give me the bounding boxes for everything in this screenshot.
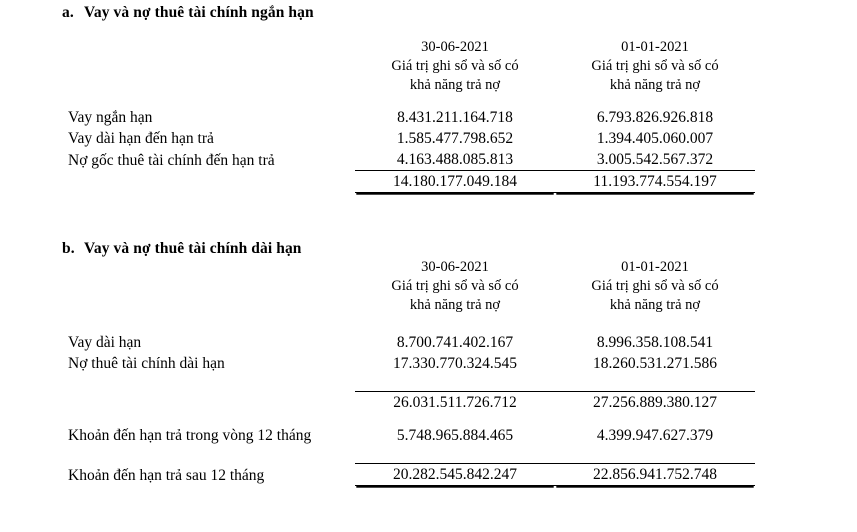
col1-date: 30-06-2021 bbox=[421, 39, 489, 55]
within-12-months-label: Khoản đến hạn trả trong vòng 12 tháng bbox=[68, 427, 312, 444]
row-value-col1: 8.431.211.164.718 bbox=[397, 109, 513, 126]
section-a-title: Vay và nợ thuê tài chính ngắn hạn bbox=[84, 4, 314, 21]
section-b-col2-header bbox=[555, 258, 755, 315]
row-value-col2: 8.996.358.108.541 bbox=[596, 334, 714, 351]
col1-desc-line1: Giá trị ghi sổ và số có bbox=[391, 278, 519, 294]
col2-desc-line2: khả năng trả nợ bbox=[609, 77, 701, 93]
total-value-col2: 11.193.774.554.197 bbox=[555, 171, 755, 193]
section-a-col2-header bbox=[555, 38, 755, 95]
subtotal-value-col1: 26.031.511.726.712 bbox=[355, 392, 555, 414]
row-value-col2: 1.394.405.060.007 bbox=[596, 130, 714, 147]
col2-date: 01-01-2021 bbox=[621, 39, 689, 55]
row-label: Vay dài hạn đến hạn trả bbox=[68, 130, 214, 147]
subtotal-value-col2: 27.256.889.380.127 bbox=[555, 392, 755, 414]
col2-desc-line1: Giá trị ghi sổ và số có bbox=[591, 278, 719, 294]
table-row bbox=[68, 332, 755, 353]
section-b-subtotal-row bbox=[68, 392, 755, 414]
section-b-marker: b. bbox=[62, 240, 75, 257]
section-b-title: Vay và nợ thuê tài chính dài hạn bbox=[84, 240, 302, 257]
row-value-col1: 8.700.741.402.167 bbox=[396, 334, 514, 351]
col2-desc-line2: khả năng trả nợ bbox=[609, 297, 701, 313]
section-a-marker: a. bbox=[62, 4, 74, 21]
after-12-months-value-col2: 22.856.941.752.748 bbox=[555, 464, 755, 486]
row-value-col2: 6.793.826.926.818 bbox=[596, 109, 714, 126]
table-row bbox=[68, 149, 755, 171]
section-a-header-gap bbox=[68, 95, 755, 107]
within-12-months-value-col1: 5.748.965.884.465 bbox=[396, 427, 514, 444]
col2-desc-line1: Giá trị ghi sổ và số có bbox=[591, 58, 719, 74]
header-label-spacer bbox=[68, 38, 355, 95]
section-b-after-12-months-row bbox=[68, 464, 755, 486]
col1-desc-line2: khả năng trả nợ bbox=[409, 297, 501, 313]
row-label: Vay dài hạn bbox=[68, 334, 142, 351]
col1-desc-line1: Giá trị ghi sổ và số có bbox=[391, 58, 519, 74]
section-b-col1-header bbox=[355, 258, 555, 315]
section-a-total-row bbox=[68, 171, 755, 193]
row-value-col2: 3.005.542.567.372 bbox=[596, 151, 714, 168]
section-b-table bbox=[68, 258, 755, 486]
after-12-months-value-col1: 20.282.545.842.247 bbox=[355, 464, 555, 486]
row-label: Nợ gốc thuê tài chính đến hạn trả bbox=[68, 151, 275, 169]
section-b-subtotal-gap bbox=[68, 374, 755, 392]
col1-desc-line2: khả năng trả nợ bbox=[409, 77, 501, 93]
section-a-header-row bbox=[68, 38, 755, 95]
subtotal-label-spacer bbox=[68, 392, 355, 414]
within-12-months-value-col2: 4.399.947.627.379 bbox=[596, 427, 714, 444]
col1-date: 30-06-2021 bbox=[421, 259, 489, 275]
col2-date: 01-01-2021 bbox=[621, 259, 689, 275]
row-label: Nợ thuê tài chính dài hạn bbox=[68, 355, 225, 372]
row-value-col1: 1.585.477.798.652 bbox=[396, 130, 514, 147]
table-row bbox=[68, 353, 755, 374]
row-value-col2: 18.260.531.271.586 bbox=[593, 355, 717, 372]
after-12-months-label: Khoản đến hạn trả sau 12 tháng bbox=[68, 466, 265, 484]
section-a-heading bbox=[62, 4, 314, 22]
row-value-col1: 4.163.488.085.813 bbox=[396, 151, 514, 168]
section-b-header-row bbox=[68, 258, 755, 315]
total-label-spacer bbox=[68, 171, 355, 193]
header-label-spacer bbox=[68, 258, 355, 315]
section-a-col1-header bbox=[355, 38, 555, 95]
row-value-col1: 17.330.770.324.545 bbox=[393, 355, 517, 372]
section-b-header-gap bbox=[68, 315, 755, 332]
section-b-within-12-months-row bbox=[68, 413, 755, 446]
section-b-after-12-gap bbox=[68, 446, 755, 464]
table-row bbox=[68, 128, 755, 149]
section-a-table bbox=[68, 38, 755, 193]
table-row bbox=[68, 107, 755, 128]
section-b-heading bbox=[62, 240, 302, 258]
row-label: Vay ngắn hạn bbox=[68, 109, 153, 126]
total-value-col1: 14.180.177.049.184 bbox=[355, 171, 555, 193]
